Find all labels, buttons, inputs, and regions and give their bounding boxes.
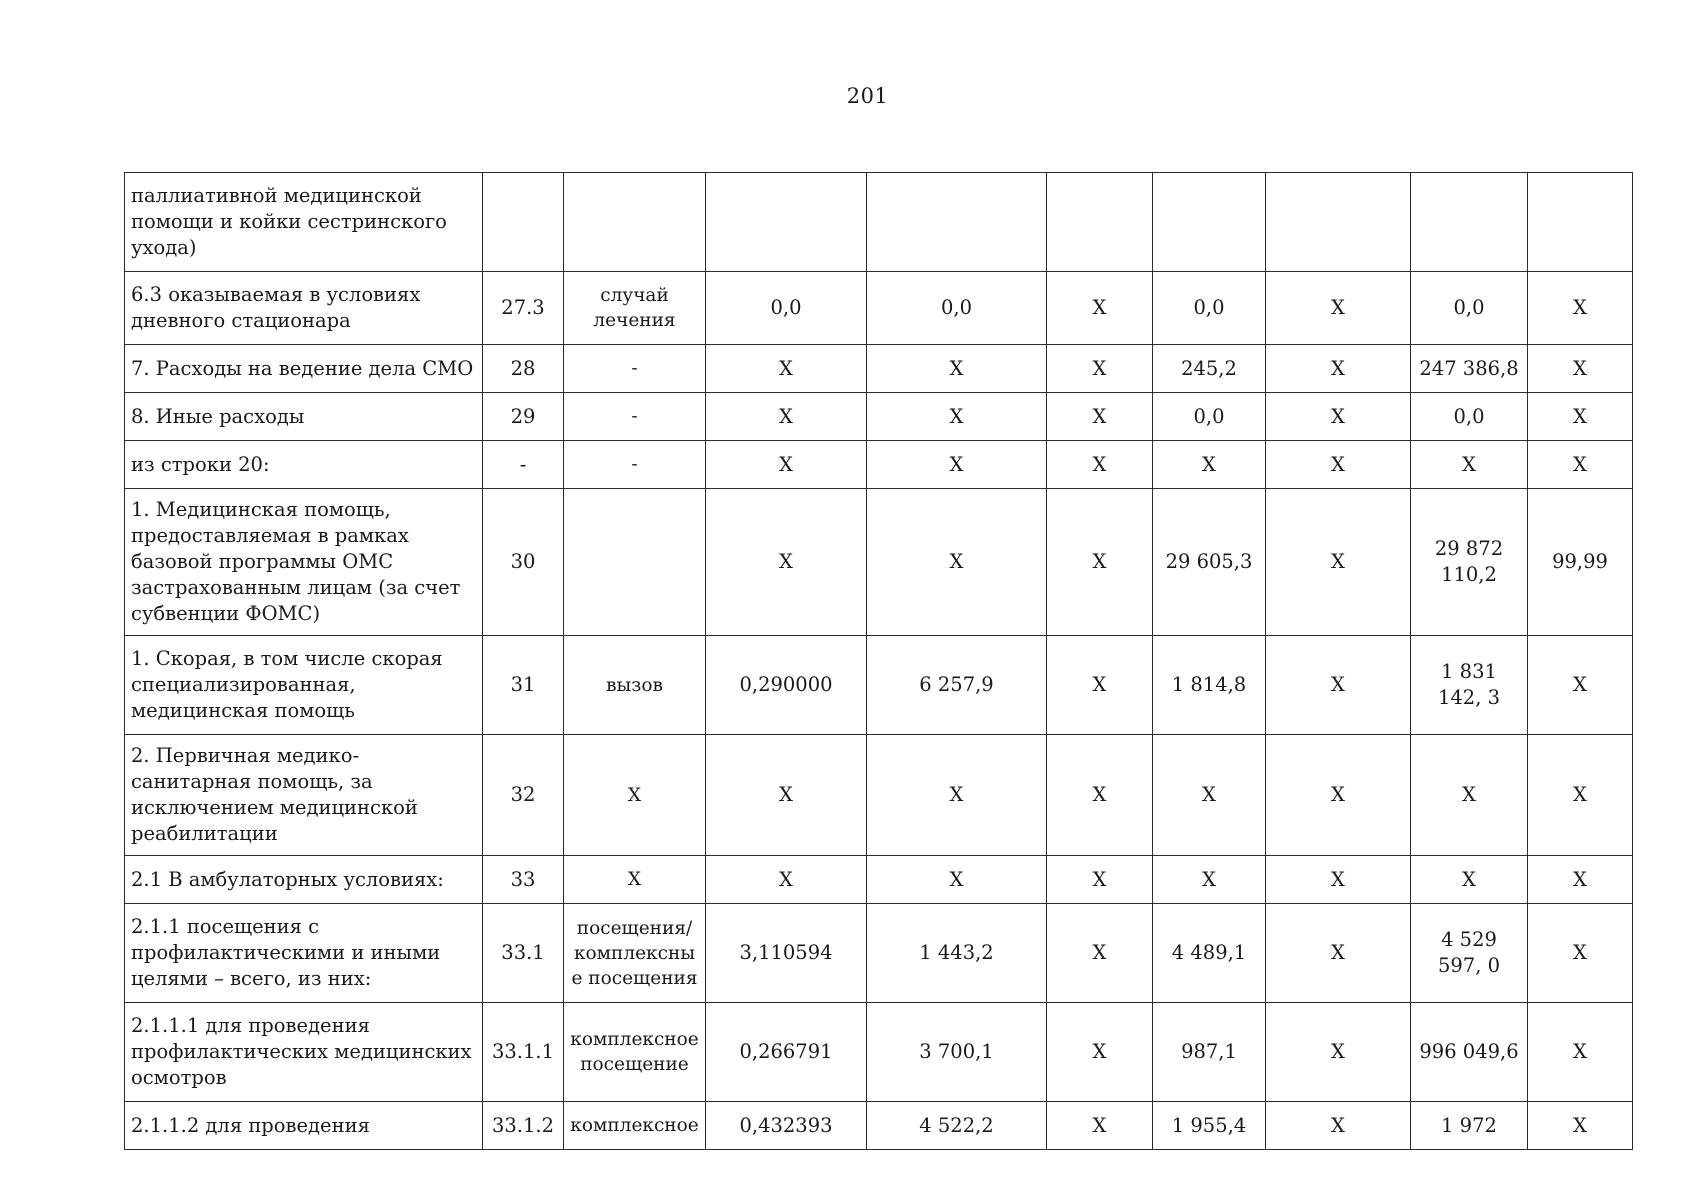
row-cell (1266, 173, 1411, 272)
row-name: 2.1 В амбулаторных условиях: (125, 856, 483, 904)
row-cell: X (1047, 393, 1153, 441)
row-cell: 1 831 142, 3 (1411, 636, 1528, 735)
row-cell: X (1528, 904, 1633, 1003)
row-cell: 1 972 (1411, 1102, 1528, 1150)
row-code: - (483, 441, 564, 489)
row-unit: - (564, 345, 706, 393)
row-cell: 6 257,9 (867, 636, 1047, 735)
row-cell: X (1528, 345, 1633, 393)
row-cell: X (1528, 735, 1633, 856)
row-unit: X (564, 735, 706, 856)
row-cell: 996 049,6 (1411, 1003, 1528, 1102)
row-unit: комплексное (564, 1102, 706, 1150)
row-cell: X (1411, 735, 1528, 856)
row-code: 30 (483, 489, 564, 636)
row-cell: X (1047, 904, 1153, 1003)
row-cell: X (867, 489, 1047, 636)
row-name: из строки 20: (125, 441, 483, 489)
table-row (125, 1003, 1633, 1102)
row-name: 1. Медицинская помощь, предоставляемая в рамках базовой программы ОМС застрахованным лицам (за счет субвенции ФОМС) (125, 489, 483, 636)
row-code (483, 173, 564, 272)
row-cell: 99,99 (1528, 489, 1633, 636)
row-unit: - (564, 441, 706, 489)
row-cell: X (1153, 735, 1266, 856)
row-cell: X (1153, 441, 1266, 489)
row-code: 32 (483, 735, 564, 856)
row-cell (867, 173, 1047, 272)
row-unit: комплексное посещение (564, 1003, 706, 1102)
row-cell: X (1266, 735, 1411, 856)
row-code: 33.1.2 (483, 1102, 564, 1150)
row-cell: 4 529 597, 0 (1411, 904, 1528, 1003)
row-unit: вызов (564, 636, 706, 735)
row-cell: X (706, 735, 867, 856)
row-cell: 0,290000 (706, 636, 867, 735)
row-cell: X (1047, 441, 1153, 489)
row-cell: X (706, 345, 867, 393)
table-row (125, 904, 1633, 1003)
row-code: 33 (483, 856, 564, 904)
table-row (125, 735, 1633, 856)
row-cell: X (1266, 904, 1411, 1003)
row-cell: 3 700,1 (867, 1003, 1047, 1102)
row-cell: X (1266, 1102, 1411, 1150)
row-cell: X (1528, 272, 1633, 345)
row-name: 2.1.1 посещения с профилактическими и иными целями – всего, из них: (125, 904, 483, 1003)
table-row (125, 173, 1633, 272)
row-cell: 0,0 (867, 272, 1047, 345)
row-cell: 1 955,4 (1153, 1102, 1266, 1150)
row-code: 33.1.1 (483, 1003, 564, 1102)
row-cell (706, 173, 867, 272)
row-cell: X (1047, 1102, 1153, 1150)
table-row (125, 636, 1633, 735)
row-cell: X (1528, 441, 1633, 489)
row-cell: X (1266, 441, 1411, 489)
row-cell: X (1047, 345, 1153, 393)
table-row (125, 856, 1633, 904)
row-cell: X (1528, 393, 1633, 441)
row-cell: X (1528, 1003, 1633, 1102)
row-unit: X (564, 856, 706, 904)
row-cell: 29 605,3 (1153, 489, 1266, 636)
row-cell (1411, 173, 1528, 272)
row-cell: X (1528, 636, 1633, 735)
row-code: 31 (483, 636, 564, 735)
row-cell: 1 814,8 (1153, 636, 1266, 735)
row-cell: X (1153, 856, 1266, 904)
row-cell: X (867, 441, 1047, 489)
row-cell (1047, 173, 1153, 272)
row-cell: X (1266, 856, 1411, 904)
row-cell: X (706, 393, 867, 441)
row-cell: 29 872 110,2 (1411, 489, 1528, 636)
row-cell: X (1047, 1003, 1153, 1102)
row-cell: X (706, 856, 867, 904)
row-cell: 0,0 (1411, 272, 1528, 345)
row-cell: 0,0 (1411, 393, 1528, 441)
row-unit: случай лечения (564, 272, 706, 345)
data-table (124, 172, 1633, 1150)
row-cell: X (1047, 636, 1153, 735)
row-cell: X (1266, 345, 1411, 393)
row-cell: X (867, 735, 1047, 856)
row-cell: X (1266, 489, 1411, 636)
row-cell: X (1411, 856, 1528, 904)
row-cell: 0,432393 (706, 1102, 867, 1150)
table-row (125, 393, 1633, 441)
row-name: 1. Скорая, в том числе скорая специализированная, медицинская помощь (125, 636, 483, 735)
row-cell: X (1266, 272, 1411, 345)
row-cell: X (1047, 489, 1153, 636)
row-name: 8. Иные расходы (125, 393, 483, 441)
row-cell: X (1528, 856, 1633, 904)
row-name: 2.1.1.2 для проведения (125, 1102, 483, 1150)
row-cell: 987,1 (1153, 1003, 1266, 1102)
row-cell: X (1411, 441, 1528, 489)
row-cell: X (1047, 856, 1153, 904)
row-cell: X (1047, 735, 1153, 856)
row-cell: X (1047, 272, 1153, 345)
row-cell: 0,0 (1153, 393, 1266, 441)
row-cell: X (1266, 1003, 1411, 1102)
row-name: 2.1.1.1 для проведения профилактических медицинских осмотров (125, 1003, 483, 1102)
table-row (125, 441, 1633, 489)
row-cell: X (1266, 636, 1411, 735)
row-unit: посещения/ комплексные посещения (564, 904, 706, 1003)
row-cell: 1 443,2 (867, 904, 1047, 1003)
row-name: паллиативной медицинской помощи и койки сестринского ухода) (125, 173, 483, 272)
row-cell (1153, 173, 1266, 272)
row-cell: 245,2 (1153, 345, 1266, 393)
row-cell: 4 489,1 (1153, 904, 1266, 1003)
row-code: 33.1 (483, 904, 564, 1003)
row-code: 28 (483, 345, 564, 393)
row-code: 27.3 (483, 272, 564, 345)
row-cell: X (867, 393, 1047, 441)
row-cell: X (1528, 1102, 1633, 1150)
row-unit (564, 173, 706, 272)
row-cell: 4 522,2 (867, 1102, 1047, 1150)
row-name: 7. Расходы на ведение дела СМО (125, 345, 483, 393)
row-cell: 0,0 (1153, 272, 1266, 345)
row-cell: 3,110594 (706, 904, 867, 1003)
row-cell: 0,0 (706, 272, 867, 345)
row-cell: 0,266791 (706, 1003, 867, 1102)
row-cell: X (706, 441, 867, 489)
row-cell: X (867, 856, 1047, 904)
table-row (125, 272, 1633, 345)
row-unit: - (564, 393, 706, 441)
row-cell (1528, 173, 1633, 272)
row-unit (564, 489, 706, 636)
table-row (125, 345, 1633, 393)
table-row (125, 489, 1633, 636)
row-name: 2. Первичная медико-санитарная помощь, за исключением медицинской реабилитации (125, 735, 483, 856)
row-cell: X (867, 345, 1047, 393)
table-row (125, 1102, 1633, 1150)
row-code: 29 (483, 393, 564, 441)
row-cell: X (1266, 393, 1411, 441)
row-cell: 247 386,8 (1411, 345, 1528, 393)
row-name: 6.3 оказываемая в условиях дневного стационара (125, 272, 483, 345)
row-cell: X (706, 489, 867, 636)
page-number: 201 (846, 84, 889, 108)
